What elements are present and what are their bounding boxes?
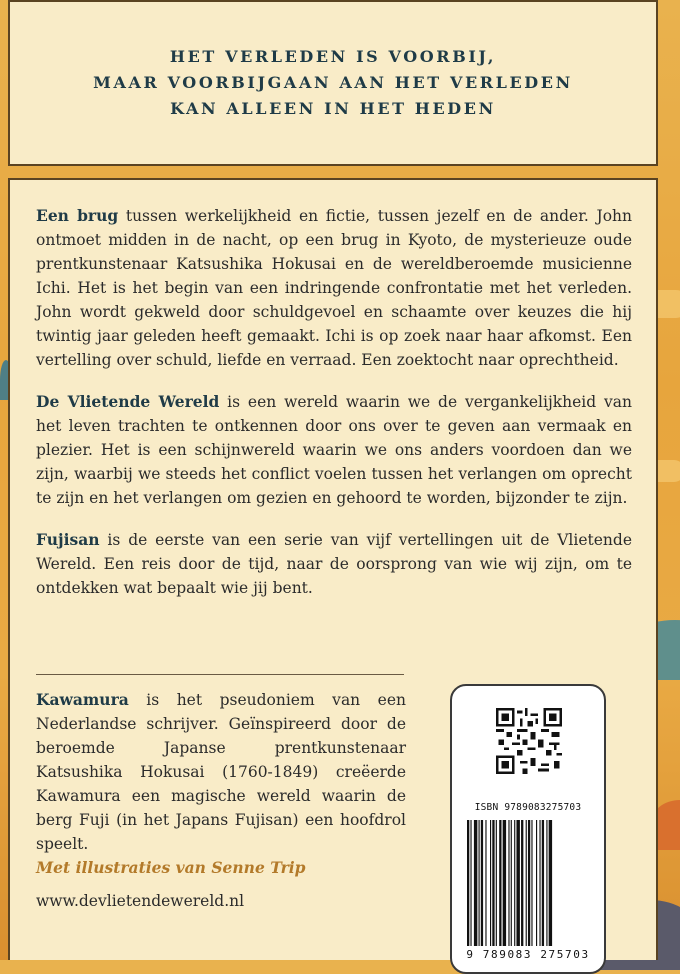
author-name: Kawamura <box>36 690 129 709</box>
qr-code-icon[interactable] <box>496 708 562 774</box>
quote-panel <box>8 0 658 166</box>
isbn-label: ISBN 9789083275703 <box>474 802 582 813</box>
barcode-bar <box>536 820 537 946</box>
back-cover-panel <box>8 178 658 960</box>
section-divider <box>36 674 404 675</box>
barcode-bar <box>521 820 523 946</box>
barcode-bar <box>470 820 471 946</box>
blurb-text-2: is een wereld waarin we de vergankelijkheid van het leven trachten te ontkennen door ons over te geven aan vermaak en plezier. Het is een schijnwereld waarin we ons anders voordoen dan we zijn, waarbij we steeds het conflict voelen tussen het verlangen om oprecht te zijn en het verlangen om gezien en gehoord te worden, bijzonder te zijn. <box>36 393 633 507</box>
barcode-bar <box>474 820 477 946</box>
barcode-bar <box>499 820 501 946</box>
blurb-lead-3: Fujisan <box>36 530 100 549</box>
barcode-bar <box>539 820 540 946</box>
blurb-text-1: tussen werkelijkheid en fictie, tussen jezelf en de ander. John ontmoet midden in de nacht, op een brug in Kyoto, de mysterieuze oude prentkunstenaar Katsushika Hokusai en de wereldberoemde musicienne Ichi. Het is het begin van een indringende confrontatie met het verleden. John wordt gekweld door schuldgevoel en schaamte over keuzes die hij twintig jaar geleden heeft gemaakt. Ichi is op zoek naar haar afkomst. Een vertelling over schuld, liefde en verraad. Een zoektocht naar oprechtheid. <box>36 207 633 369</box>
website-link[interactable]: www.devlietendewereld.nl <box>36 892 245 910</box>
barcode-bar <box>542 820 544 946</box>
blurb-paragraph-1 <box>36 204 632 372</box>
blurb-text-3: is de eerste van een serie van vijf vertellingen uit de Vlietende Wereld. Een reis door de tijd, naar de oorsprong van wie wij zijn, om te ontdekken wat bepaalt wie jij bent. <box>36 531 632 597</box>
quote-line-2: MAAR VOORBIJGAAN AAN HET VERLEDEN <box>93 73 573 92</box>
barcode-bar <box>481 820 483 946</box>
tagline-quote <box>93 44 573 122</box>
barcode-bar <box>526 820 527 946</box>
illustrator-credit: Met illustraties van Senne Trip <box>36 858 306 877</box>
blurb-lead-1: Een brug <box>36 206 119 225</box>
barcode-digits: 9 789083 275703 <box>466 948 590 961</box>
barcode-bar <box>546 820 547 946</box>
blurb-paragraph-2 <box>36 390 632 510</box>
barcode-bar <box>511 820 512 946</box>
barcode-bar <box>503 820 506 946</box>
barcode-bar <box>549 820 552 946</box>
barcode-bar <box>496 820 497 946</box>
barcode-bar <box>508 820 509 946</box>
isbn-card <box>450 684 606 974</box>
barcode-icon[interactable] <box>466 820 590 946</box>
quote-line-1: HET VERLEDEN IS VOORBIJ, <box>169 47 497 66</box>
barcode-bar <box>531 820 532 946</box>
barcode-bar <box>516 820 519 946</box>
barcode-bar <box>479 820 480 946</box>
barcode-bar <box>490 820 491 946</box>
barcode-bar <box>467 820 469 946</box>
quote-line-3: KAN ALLEEN IN HET HEDEN <box>170 99 496 118</box>
barcode-bar <box>514 820 515 946</box>
barcode-bar <box>528 820 530 946</box>
author-bio <box>36 688 406 856</box>
blurb-paragraph-3 <box>36 528 632 600</box>
blurb-lead-2: De Vlietende Wereld <box>36 392 220 411</box>
blurb <box>36 204 632 618</box>
barcode-bar <box>492 820 494 946</box>
author-bio-text: is het pseudoniem van een Nederlandse schrijver. Geïnspireerd door de beroemde Japanse prentkunstenaar Katsushika Hokusai (1760-1849) creëerde Kawamura een magische wereld waarin de berg Fuji (in het Japans Fujisan) een hoofdrol speelt. <box>36 691 406 853</box>
barcode-bar <box>485 820 486 946</box>
